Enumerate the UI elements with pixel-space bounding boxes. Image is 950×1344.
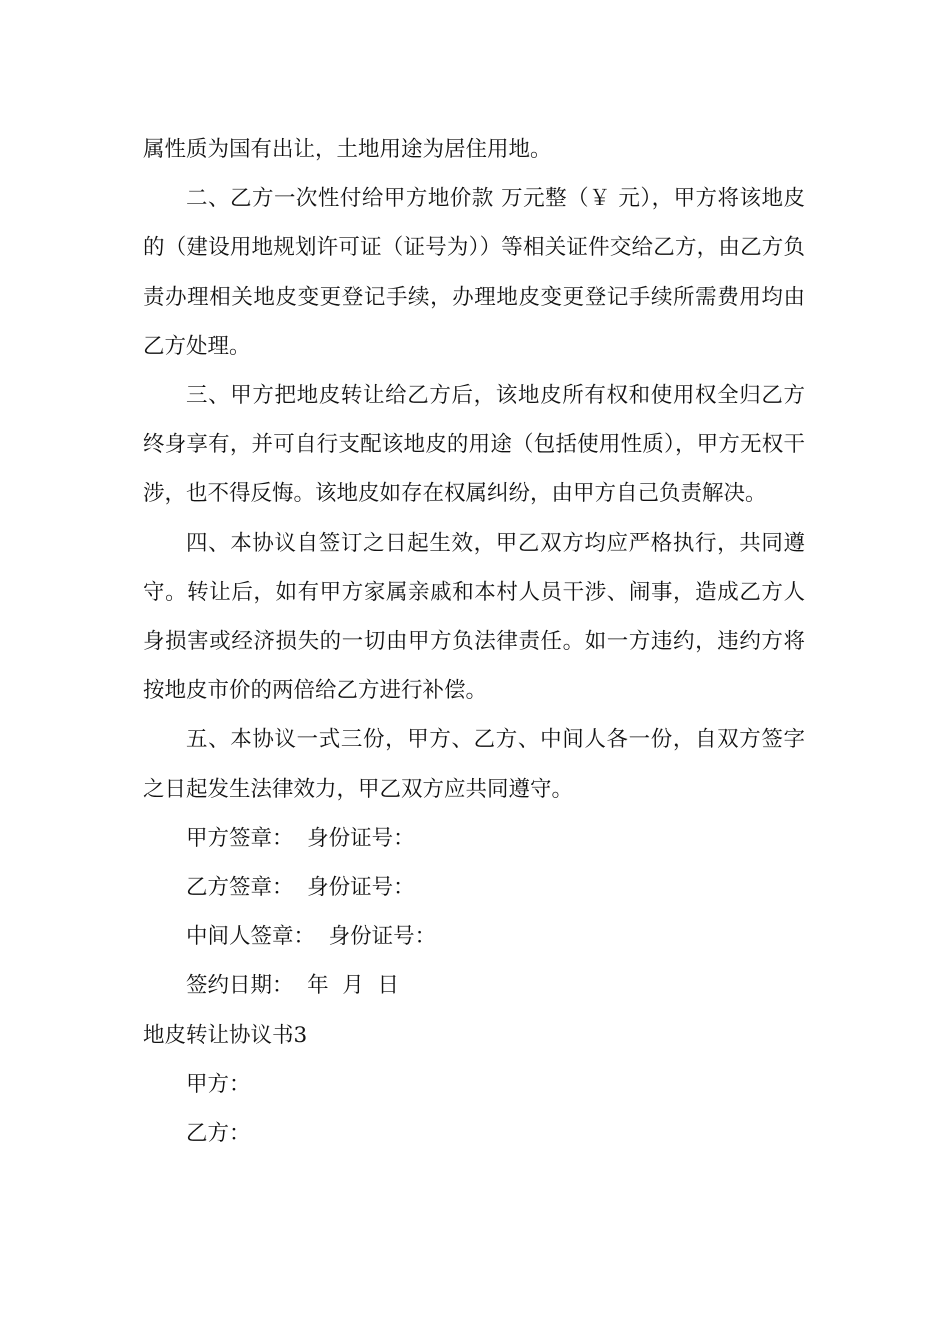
document-body (143, 125, 805, 1158)
paragraph-land-nature: 属性质为国有出让，土地用途为居住用地。 (143, 137, 552, 162)
signature-party-b: 乙方签章： 身份证号： (186, 875, 415, 901)
paragraph-clause-2: 二、乙方一次性付给甲方地价款 万元整（￥ 元），甲方将该地皮的（建设用地规划许可证（证号为））等相关证件交给乙方，由乙方负责办理相关地皮变更登记手续，办理地皮变更登记手续所需费用均由乙方处理。 (143, 186, 805, 359)
next-party-a: 甲方： (186, 1071, 251, 1097)
signature-date: 签约日期： 年 月 日 (186, 973, 400, 999)
paragraph-clause-5: 五、本协议一式三份，甲方、乙方、中间人各一份，自双方签字之日起发生法律效力，甲乙双方应共同遵守。 (143, 727, 805, 802)
paragraph-clause-3: 三、甲方把地皮转让给乙方后，该地皮所有权和使用权全归乙方终身享有，并可自行支配该地皮的用途（包括使用性质），甲方无权干涉，也不得反悔。该地皮如存在权属纠纷，由甲方自己负责解决。 (143, 383, 805, 507)
next-party-b: 乙方： (186, 1121, 251, 1147)
paragraph-clause-4: 四、本协议自签订之日起生效，甲乙双方均应严格执行，共同遵守。转让后，如有甲方家属亲戚和本村人员干涉、闹事，造成乙方人身损害或经济损失的一切由甲方负法律责任。如一方违约，违约方将按地皮市价的两倍给乙方进行补偿。 (143, 530, 805, 704)
signature-middleman: 中间人签章： 身份证号： (186, 924, 437, 950)
next-agreement-title: 地皮转让协议书3 (143, 1022, 308, 1048)
signature-party-a: 甲方签章： 身份证号： (186, 825, 415, 851)
